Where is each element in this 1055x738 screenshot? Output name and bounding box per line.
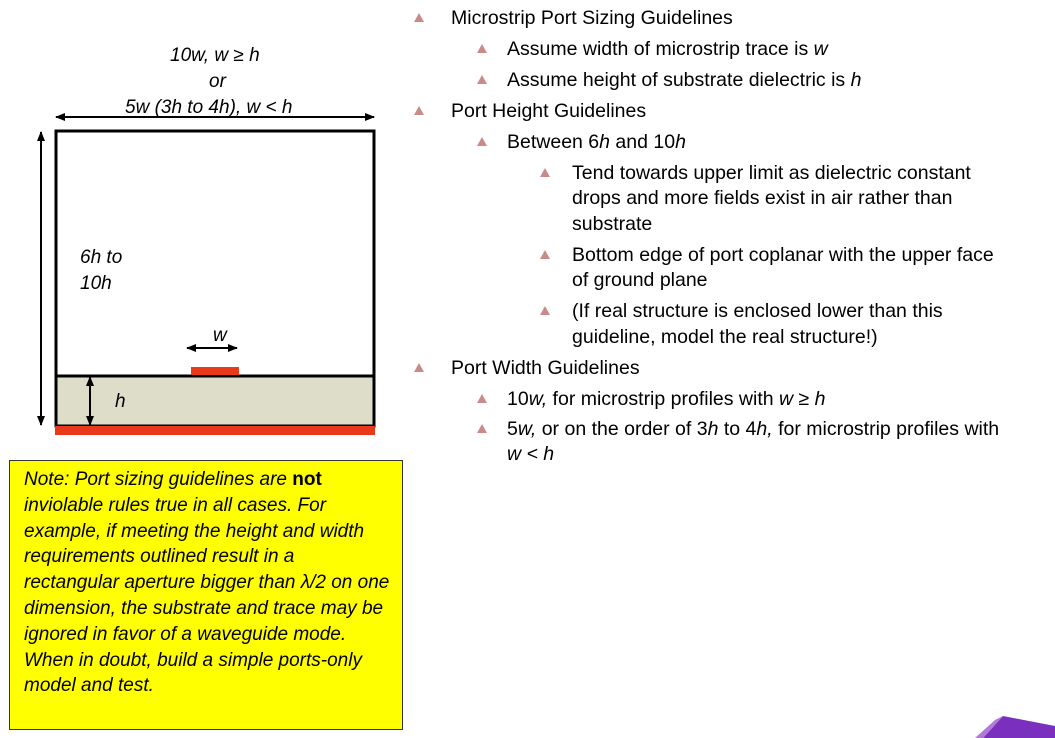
bullet-icon: [414, 363, 424, 372]
width-5w-a: 5: [507, 418, 518, 440]
note-prefix: Note: Port sizing guidelines are: [24, 469, 293, 490]
width-5w-h2: h,: [756, 418, 773, 440]
height-real-line2: guideline, model the real structure!): [572, 326, 878, 348]
height-tend-line1: Tend towards upper limit as dielectric constant: [572, 162, 971, 184]
width-5w-w: w,: [517, 418, 537, 440]
microstrip-trace: [191, 367, 239, 375]
width-title: Port Width Guidelines: [451, 357, 640, 379]
sizing-height-item: [507, 68, 861, 94]
bullet-icon: [477, 44, 487, 53]
width-10w-b: for microstrip profiles with: [547, 388, 780, 410]
width-label-line2: or: [209, 71, 226, 92]
bullet-icon: [477, 424, 487, 433]
width-5w-c: to 4: [718, 418, 757, 440]
substrate-dielectric: [56, 376, 374, 426]
width-10w-w: w,: [528, 388, 548, 410]
height-between-a: Between 6: [507, 131, 600, 153]
bullet-icon: [540, 306, 550, 315]
port-diagram: [0, 0, 400, 450]
height-between-item: [507, 130, 686, 156]
height-between-b: and 10: [610, 131, 676, 153]
width-5w-d: for microstrip profiles with: [772, 418, 1000, 440]
height-between-h2: h: [675, 131, 686, 153]
width-5w-h1: h: [707, 418, 719, 440]
width-5w-b: or on the order of 3: [536, 418, 708, 440]
sizing-width-var: w: [813, 38, 828, 60]
bullet-icon: [477, 394, 487, 403]
bullet-icon: [477, 75, 487, 84]
note-body: inviolable rules true in all cases. For example, if meeting the height and width requirements outlined result in a rectangular aperture bigger than λ/2 on one dimension, the substrate and trace may be ignored in favor of a waveguide mode. When in doubt, build a simple ports-only model and test.: [24, 494, 390, 697]
corner-logo-icon: [975, 708, 1055, 738]
bullet-icon: [540, 250, 550, 259]
height-label-line2: 10h: [80, 273, 112, 294]
width-5w-item: [507, 417, 999, 443]
width-5w-cond: w < h: [507, 443, 555, 465]
width-10w-a: 10: [507, 388, 529, 410]
bullet-icon: [540, 168, 550, 177]
width-10w-cond: w ≥ h: [779, 388, 826, 410]
height-tend-line2: drops and more fields exist in air rather than: [572, 187, 953, 209]
sizing-width-text: Assume width of microstrip trace is: [507, 38, 814, 60]
trace-width-label: w: [213, 325, 227, 346]
bullet-icon: [414, 106, 424, 115]
height-real-line1: (If real structure is enclosed lower than this: [572, 300, 943, 322]
height-between-h1: h: [599, 131, 611, 153]
height-bottom-line1: Bottom edge of port coplanar with the upper face: [572, 244, 994, 266]
sizing-title: Microstrip Port Sizing Guidelines: [451, 7, 733, 29]
bullet-icon: [477, 137, 487, 146]
sizing-height-text: Assume height of substrate dielectric is: [507, 69, 851, 91]
sizing-width-item: [507, 37, 828, 63]
substrate-height-label: h: [115, 391, 126, 412]
height-bottom-line2: of ground plane: [572, 269, 708, 291]
width-label-line3: 5w (3h to 4h), w < h: [125, 97, 293, 118]
ground-plane: [55, 426, 375, 435]
width-label-line1: 10w, w ≥ h: [170, 45, 260, 66]
height-tend-line3: substrate: [572, 213, 653, 235]
width-10w-item: [507, 387, 826, 413]
note-bold: not: [292, 469, 322, 490]
bullet-icon: [414, 13, 424, 22]
note-box: [9, 460, 403, 730]
height-title: Port Height Guidelines: [451, 100, 647, 122]
sizing-height-var: h: [850, 69, 862, 91]
height-label-line1: 6h to: [80, 247, 123, 268]
